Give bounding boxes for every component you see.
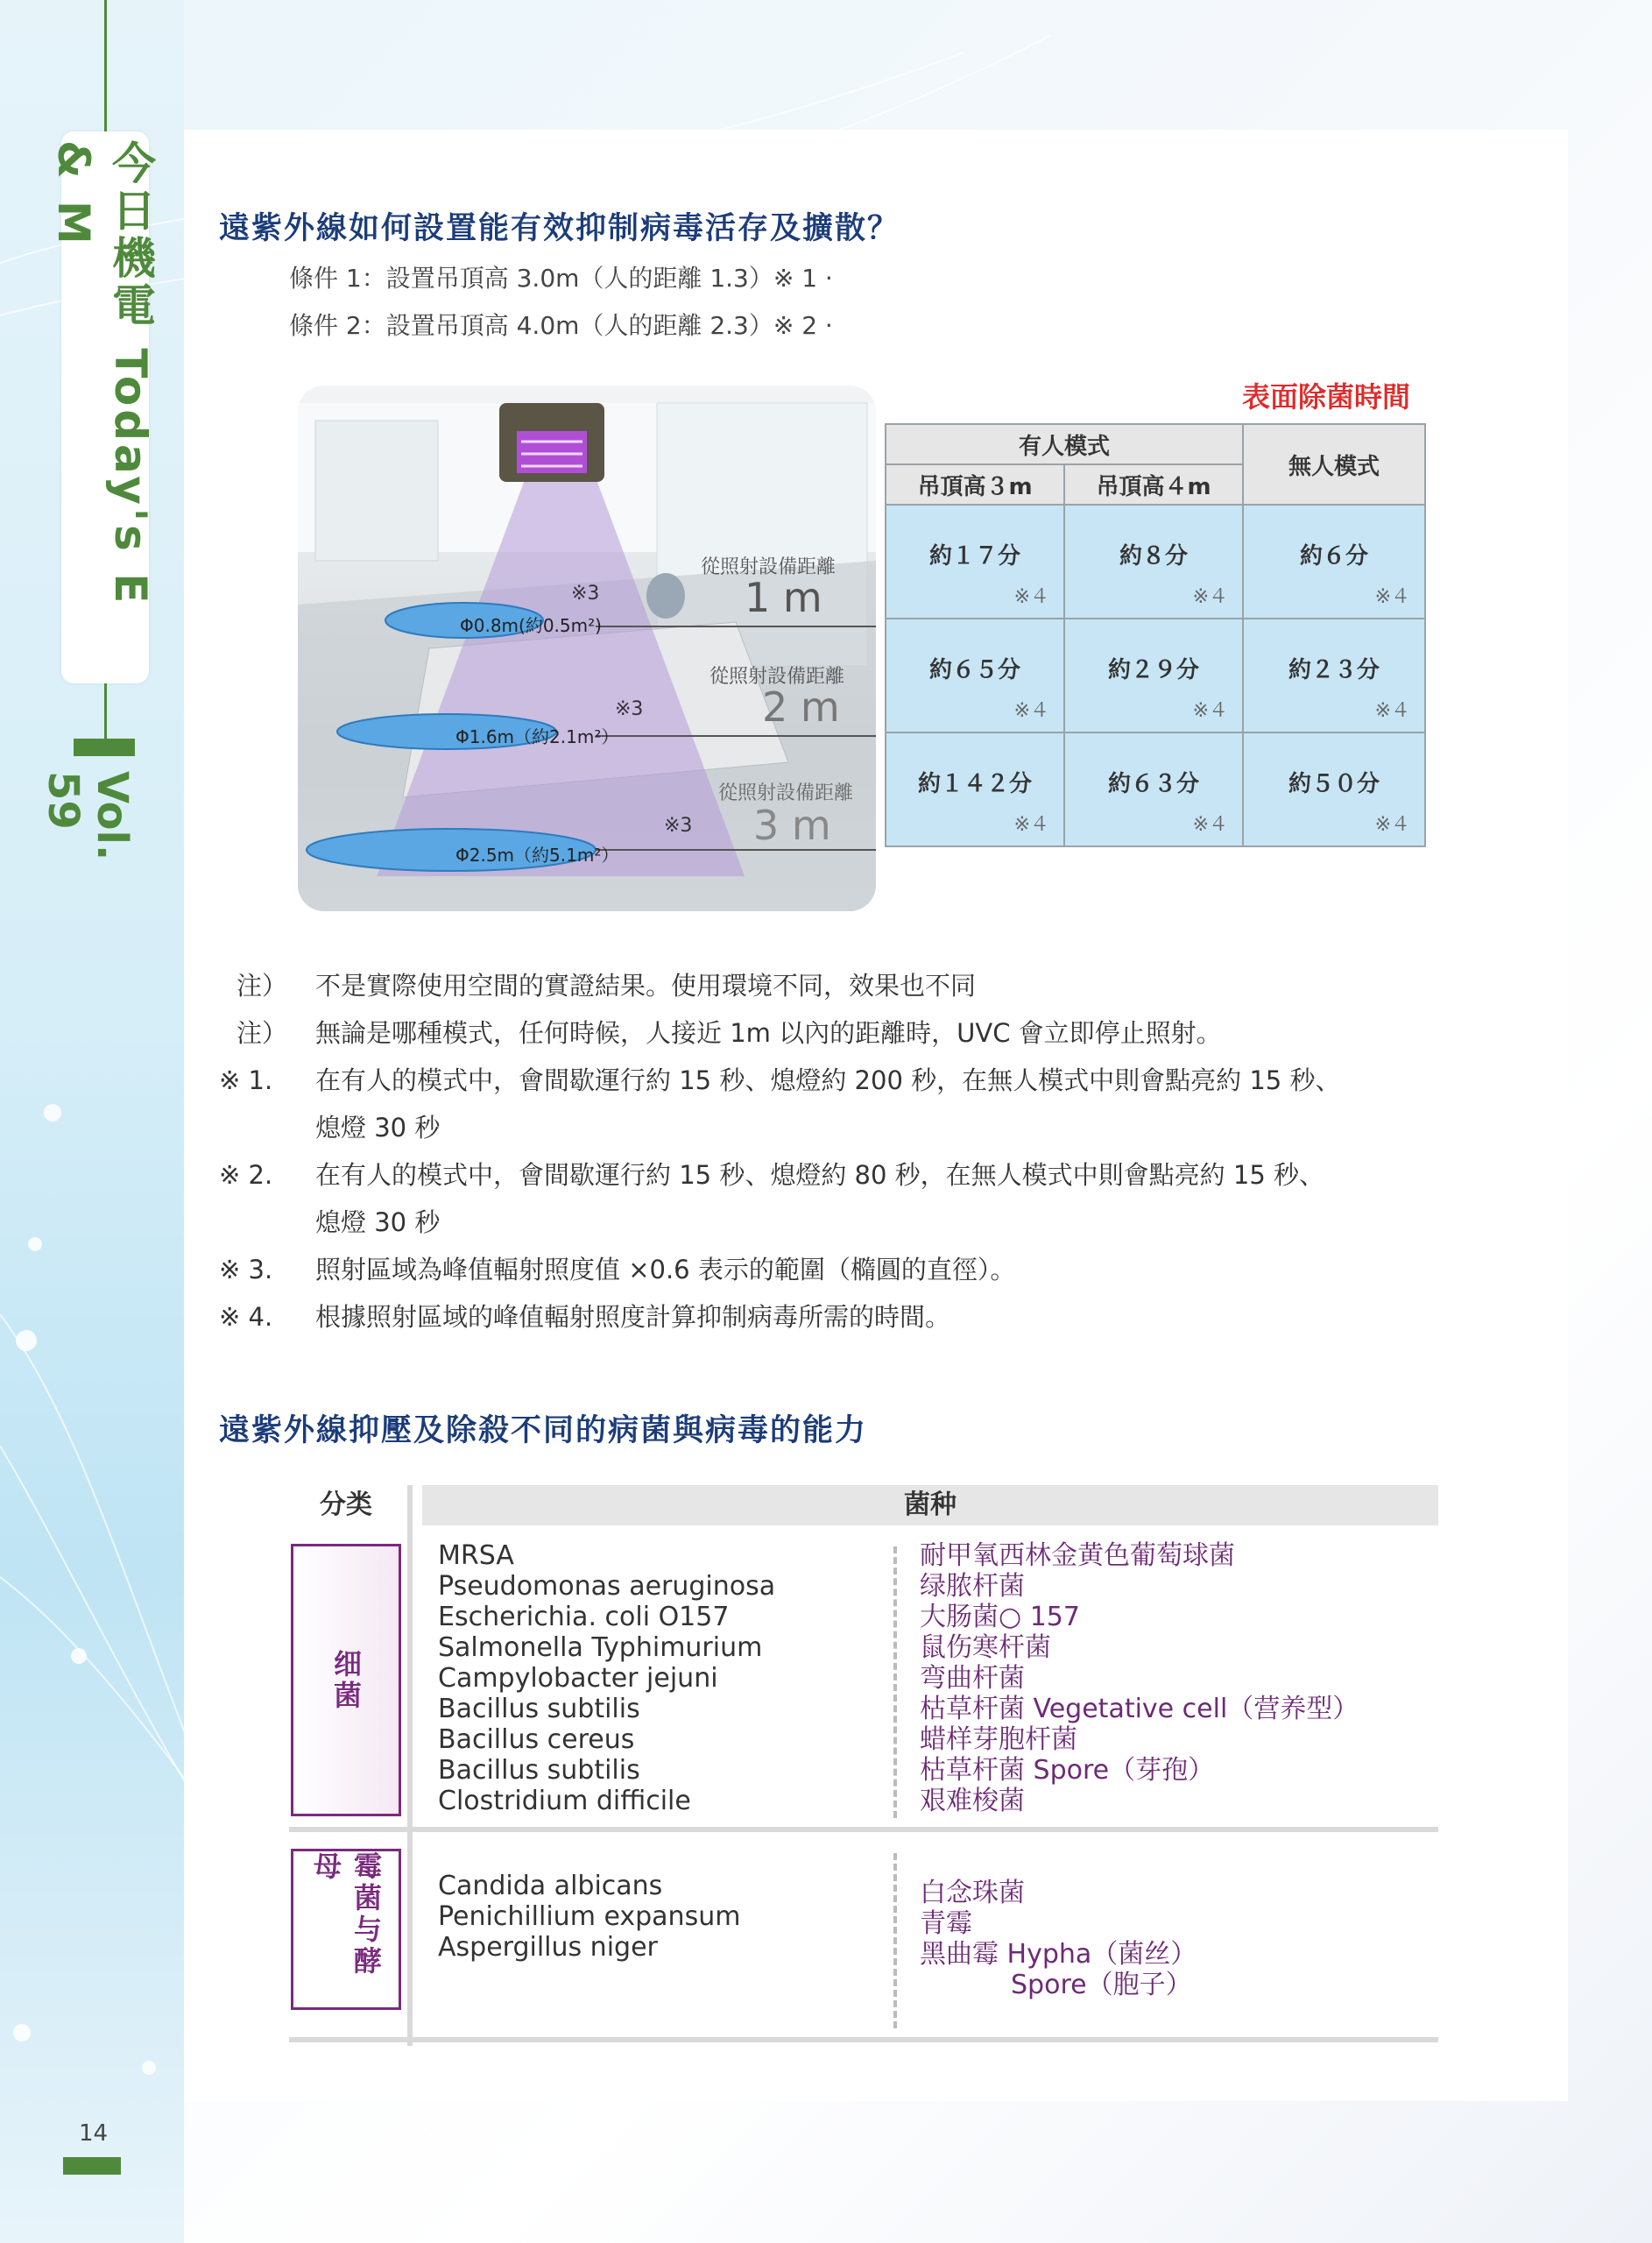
- header-category: 分类: [320, 1489, 372, 1520]
- species-en: Bacillus subtilis: [438, 1694, 640, 1724]
- species-cn: 蜡样芽胞杆菌: [920, 1724, 1077, 1755]
- time-cell: 約２３分 ※４: [1243, 619, 1425, 732]
- category-bacteria: 细菌: [291, 1544, 401, 1816]
- species-cn: 枯草杆菌 Vegetative cell（营养型）: [920, 1694, 1359, 1724]
- notes-list: [219, 962, 1340, 1341]
- sterilization-time-table: [885, 423, 1426, 847]
- page-number: 14: [79, 2120, 109, 2147]
- distance-value-3: 3 m: [753, 802, 831, 849]
- area-label-1: Φ0.8m(約0.5m²): [460, 615, 602, 636]
- header-ceiling-3m: 吊頂高３m: [886, 464, 1064, 505]
- note-item: ※ 3. 照射區域為峰值輻射照度值 ×0.6 表示的範圍（橢圓的直徑）。: [219, 1255, 1016, 1284]
- species-cn: 弯曲杆菌: [920, 1663, 1025, 1694]
- mold-chinese-list: [920, 1878, 1197, 2000]
- table-bottom-rule: [289, 2037, 1438, 2042]
- dashed-divider: [893, 1546, 900, 1818]
- distance-value-1: 1 m: [745, 574, 822, 621]
- species-en: Campylobacter jejuni: [438, 1663, 718, 1694]
- bacteria-english-list: [438, 1540, 775, 1816]
- time-cell: 約１７分 ※４: [886, 505, 1064, 619]
- section-title-uv-setup: 遠紫外線如何設置能有效抑制病毒活存及擴散？: [219, 211, 900, 246]
- area-note-3: ※3: [664, 815, 693, 837]
- row-separator: [289, 1827, 1438, 1832]
- species-cn: 枯草杆菌 Spore（芽孢）: [920, 1755, 1215, 1786]
- column-separator: [407, 1485, 413, 2046]
- species-cn: 白念珠菌: [920, 1878, 1025, 1908]
- species-en: MRSA: [438, 1540, 514, 1571]
- time-cell: 約６３分 ※４: [1064, 732, 1243, 846]
- time-cell: 約１４２分 ※４: [886, 732, 1064, 846]
- time-cell: 約２９分 ※４: [1064, 619, 1243, 732]
- volume-bar: [74, 739, 135, 756]
- bacteria-table-header: [289, 1485, 1438, 1525]
- species-cn: 青霉: [920, 1908, 972, 1939]
- note-item: ※ 4. 根據照射區域的峰值輻射照度計算抑制病毒所需的時間。: [219, 1302, 951, 1332]
- condition-1: 條件 1：設置吊頂高 3.0m（人的距離 1.3）※ 1 ·: [289, 264, 833, 293]
- species-cn: 黑曲霉 Hypha（菌丝）: [920, 1939, 1197, 1970]
- species-en: Candida albicans: [438, 1871, 663, 1901]
- page-number-bar: [63, 2157, 121, 2175]
- note-item: ※ 1. 在有人的模式中，會間歇運行約 15 秒、熄燈約 200 秒，在無人模式中則會點亮約 15 秒、: [219, 1065, 1341, 1095]
- time-cell: 約８分 ※４: [1064, 505, 1243, 619]
- time-cell: 約６分 ※４: [1243, 505, 1425, 619]
- species-cn: 艰难梭菌: [920, 1786, 1025, 1816]
- species-cn: 绿脓杆菌: [920, 1571, 1025, 1602]
- note-item-continued: 熄燈 30 秒: [315, 1113, 441, 1143]
- sidebar-line-mid: [104, 683, 107, 739]
- header-ceiling-4m: 吊頂高４m: [1064, 464, 1243, 505]
- species-cn: 耐甲氧西林金黄色葡萄球菌: [920, 1540, 1235, 1571]
- species-en: Bacillus subtilis: [438, 1755, 640, 1786]
- area-label-3: Φ2.5m（約5.1m²）: [455, 845, 619, 866]
- header-unmanned-mode: 無人模式: [1243, 424, 1425, 505]
- species-en: Clostridium difficile: [438, 1786, 691, 1816]
- distance-label-3: 從照射設備距離: [718, 782, 854, 804]
- note-item: 注） 不是實際使用空間的實證結果。使用環境不同，效果也不同: [237, 971, 977, 1001]
- category-mold-yeast: 霉菌与酵母: [291, 1849, 401, 2010]
- magazine-title: 今日機電 Today's E & M: [48, 140, 156, 607]
- surface-sterilization-time-title: 表面除菌時間: [1242, 380, 1411, 414]
- note-item: 注） 無論是哪種模式，任何時候，人接近 1m 以內的距離時，UVC 會立即停止照射。: [237, 1018, 1222, 1048]
- volume-label: Vol. 59: [39, 771, 137, 861]
- section-title-uv-capability: 遠紫外線抑壓及除殺不同的病菌與病毒的能力: [219, 1413, 868, 1448]
- header-manned-mode: 有人模式: [886, 424, 1243, 464]
- note-item-continued: 熄燈 30 秒: [315, 1207, 441, 1237]
- species-cn: 大肠菌○ 157: [920, 1602, 1080, 1632]
- species-en: Pseudomonas aeruginosa: [438, 1571, 776, 1602]
- mold-english-list: [438, 1871, 740, 1963]
- species-en: Aspergillus niger: [438, 1932, 658, 1963]
- note-item: ※ 2. 在有人的模式中，會間歇運行約 15 秒、熄燈約 80 秒，在無人模式中則會點亮約 15 秒、: [219, 1160, 1325, 1190]
- distance-label-2: 從照射設備距離: [710, 666, 845, 688]
- bacteria-chinese-list: [920, 1540, 1359, 1816]
- header-species: 菌种: [422, 1485, 1438, 1525]
- area-label-2: Φ1.6m（約2.1m²）: [455, 726, 619, 747]
- species-en: Penichillium expansum: [438, 1901, 741, 1932]
- species-cn: 鼠伤寒杆菌: [920, 1632, 1051, 1663]
- sidebar-line-top: [104, 0, 107, 131]
- time-cell: 約５０分 ※４: [1243, 732, 1425, 846]
- species-cn: Spore（胞子）: [1011, 1970, 1192, 2000]
- bacteria-table: [289, 1485, 1438, 2046]
- distance-label-1: 從照射設備距離: [701, 556, 837, 578]
- condition-2: 條件 2：設置吊頂高 4.0m（人的距離 2.3）※ 2 ·: [289, 311, 833, 340]
- species-en: Bacillus cereus: [438, 1724, 635, 1755]
- dashed-divider: [893, 1853, 900, 2028]
- room-photo-diagram: [298, 386, 876, 911]
- distance-value-2: 2 m: [762, 683, 840, 731]
- area-note-2: ※3: [615, 698, 644, 720]
- species-en: Escherichia. coli O157: [438, 1602, 730, 1632]
- species-en: Salmonella Typhimurium: [438, 1632, 763, 1663]
- area-note-1: ※3: [571, 583, 600, 605]
- time-cell: 約６５分 ※４: [886, 619, 1064, 732]
